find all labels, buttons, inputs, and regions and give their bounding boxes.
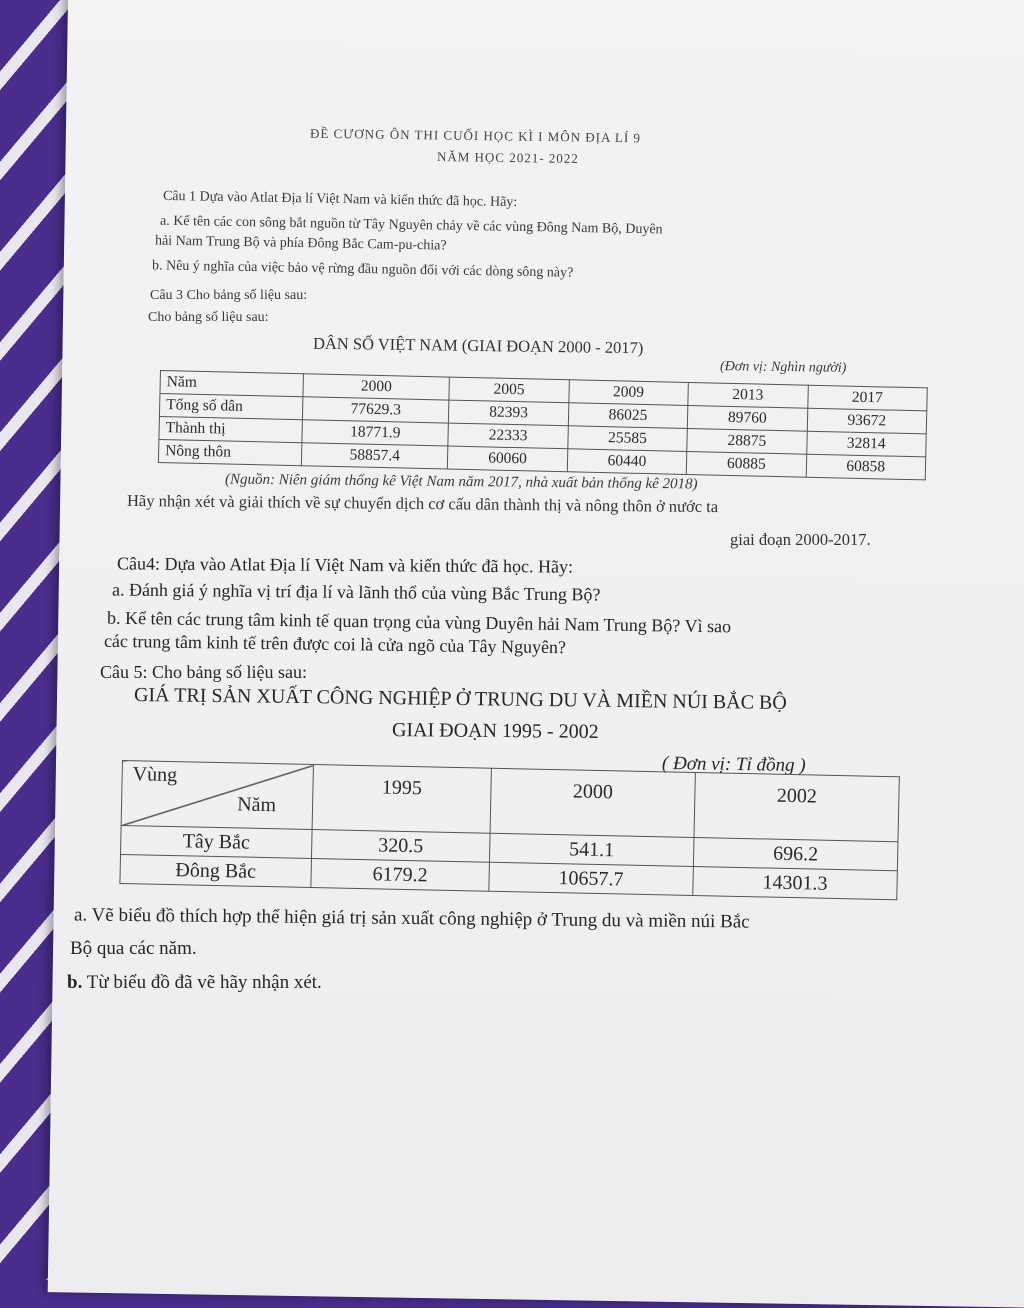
q1-intro: Câu 1 Dựa vào Atlat Địa lí Việt Nam và kiến thức đã học. Hãy: <box>162 188 518 211</box>
table-cell: 60858 <box>806 454 926 480</box>
table-cell: 6179.2 <box>311 858 489 891</box>
table-cell: 93672 <box>807 408 927 434</box>
table-cell: 60885 <box>686 451 806 477</box>
table-cell: 25585 <box>567 426 687 452</box>
table-cell: 18771.9 <box>302 420 449 446</box>
table-cell: 2017 <box>807 385 927 411</box>
table-cell: 2009 <box>569 380 689 406</box>
q3-task-line2: giai đoạn 2000-2017. <box>730 530 871 549</box>
q5-b-text: Từ biểu đồ đã vẽ hãy nhận xét. <box>82 972 322 993</box>
table-cell: Tổng số dân <box>159 394 302 420</box>
corner-label-region: Vùng <box>132 763 178 787</box>
table-cell: Nông thôn <box>158 439 301 465</box>
industry-table <box>119 760 899 900</box>
table-cell: 58857.4 <box>301 443 448 469</box>
q5-b-label: b. <box>67 972 83 993</box>
q3-source: (Nguồn: Niên giám thống kê Việt Nam năm 2017, nhà xuất bản thống kê 2018) <box>224 471 698 493</box>
q5-table-title1: GIÁ TRỊ SẢN XUẤT CÔNG NGHIỆP Ở TRUNG DU VÀ MIỀN NÚI BẮC BỘ <box>133 684 787 714</box>
q3-task-line1: Hãy nhận xét và giải thích về sự chuyển dịch cơ cấu dân thành thị và nông thôn ở nước ta <box>126 490 719 517</box>
q4-intro: Câu4: Dựa vào Atlat Địa lí Việt Nam và kiến thức đã học. Hãy: <box>116 553 574 577</box>
table-cell: 1995 <box>312 765 491 834</box>
q3-intro2: Cho bảng số liệu sau: <box>148 310 269 325</box>
q4-b-line2: các trung tâm kinh tế trên được coi là cửa ngõ của Tây Nguyên? <box>103 630 567 658</box>
q5-intro: Câu 5: Cho bảng số liệu sau: <box>100 662 307 682</box>
table-cell: Năm <box>160 371 303 397</box>
population-table <box>158 370 928 480</box>
q4-b-line1: b. Kể tên các trung tâm kinh tế quan trọng của vùng Duyên hải Nam Trung Bộ? Vì sao <box>106 607 732 637</box>
doc-title: ĐỀ CƯƠNG ÔN THI CUỐI HỌC KÌ I MÔN ĐỊA LÍ 9 <box>309 125 642 146</box>
table-cell: 60060 <box>448 446 568 472</box>
table-cell: 320.5 <box>311 829 489 862</box>
table-cell: 32814 <box>806 431 926 457</box>
table-corner-cell <box>121 761 313 830</box>
table-cell: 541.1 <box>489 833 694 866</box>
table-cell: 22333 <box>448 423 568 449</box>
table-cell: Tây Bắc <box>121 825 313 858</box>
q5-unit: ( Đơn vị: Tỉ đồng ) <box>661 752 806 777</box>
table-cell: 60440 <box>567 449 687 475</box>
q5-a-line2: Bộ qua các năm. <box>70 938 197 959</box>
q3-table-title: DÂN SỐ VIỆT NAM (GIAI ĐOẠN 2000 - 2017) <box>312 333 644 358</box>
q4-a: a. Đánh giá ý nghĩa vị trí địa lí và lãnh thổ của vùng Bắc Trung Bộ? <box>111 579 601 605</box>
table-cell: 28875 <box>687 428 807 454</box>
table-cell: 696.2 <box>693 837 898 870</box>
table-cell: 2000 <box>490 768 695 837</box>
q1-a-line2: hải Nam Trung Bộ và phía Đông Bắc Cam-pu-chia? <box>154 233 447 254</box>
corner-label-year: Năm <box>236 793 277 817</box>
table-cell: 86025 <box>568 403 688 429</box>
q1-a-line1: a. Kể tên các con sông bắt nguồn từ Tây Nguyên chảy về các vùng Đông Nam Bộ, Duyên <box>159 213 663 238</box>
table-cell: 2013 <box>688 382 808 408</box>
q5-table-title2: GIAI ĐOẠN 1995 - 2002 <box>391 719 599 743</box>
table-cell: Đông Bắc <box>120 854 312 887</box>
doc-school-year: NĂM HỌC 2021- 2022 <box>436 149 579 166</box>
table-cell: 10657.7 <box>489 862 694 895</box>
table-cell: 82393 <box>449 400 569 426</box>
q5-a-line1: a. Vẽ biểu đồ thích hợp thể hiện giá trị sản xuất công nghiệp ở Trung du và miền núi Bắc <box>73 904 750 933</box>
table-cell: 77629.3 <box>302 397 449 423</box>
table-cell: 2000 <box>303 374 450 400</box>
table-cell: Thành thị <box>159 416 302 442</box>
table-cell: 2005 <box>449 377 569 403</box>
q1-b: b. Nêu ý nghĩa của việc bảo vệ rừng đầu nguồn đối với các dòng sông này? <box>151 258 574 281</box>
q3-unit: (Đơn vị: Nghìn người) <box>719 359 847 376</box>
q3-intro: Câu 3 Cho bảng số liệu sau: <box>150 288 308 303</box>
q5-b <box>67 972 322 994</box>
table-cell: 2002 <box>694 773 899 842</box>
table-cell: 89760 <box>687 405 807 431</box>
table-cell: 14301.3 <box>693 866 898 899</box>
